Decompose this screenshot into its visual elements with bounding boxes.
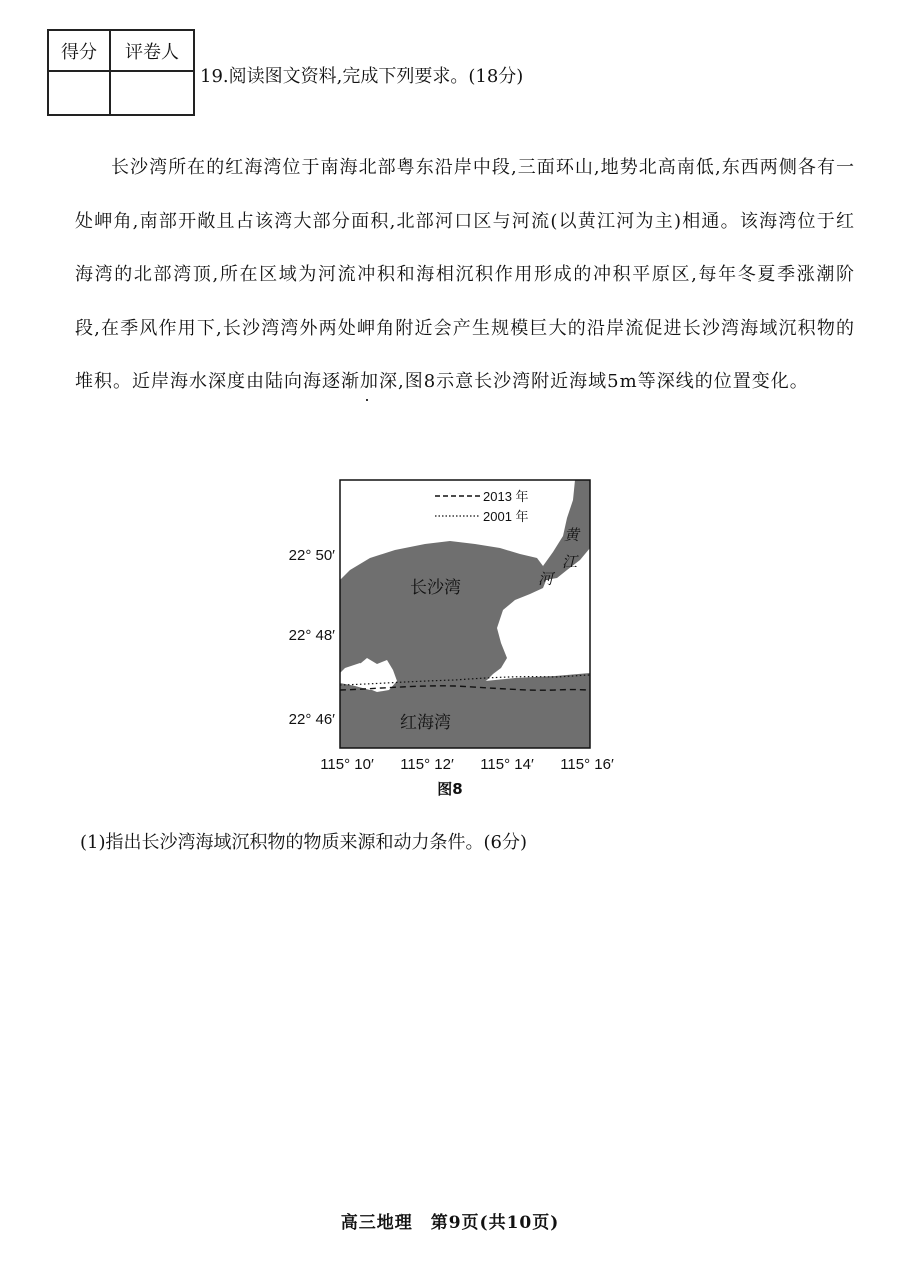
lat-label-50: 22° 50′ [288, 547, 335, 564]
river-label-2: 江 [562, 553, 578, 571]
question-header: 19.阅读图文资料,完成下列要求。(18分) [200, 66, 524, 87]
lat-label-48: 22° 48′ [288, 627, 335, 644]
legend-2001-label: 2001 年 [483, 509, 529, 524]
figure-8 [275, 478, 635, 808]
score-table [47, 29, 195, 116]
score-field[interactable] [48, 71, 110, 115]
river-label-3: 河 [538, 570, 554, 588]
lon-label-10: 115° 10′ [320, 756, 374, 773]
score-label: 得分 [48, 30, 110, 71]
bay-label: 长沙湾 [410, 578, 461, 598]
stray-dot [366, 399, 368, 401]
lon-label-16: 115° 16′ [560, 756, 614, 773]
question-paragraph: 长沙湾所在的红海湾位于南海北部粤东沿岸中段,三面环山,地势北高南低,东西两侧各有一处岬角,南部开敞且占该湾大部分面积,北部河口区与河流(以黄江河为主)相通。该海湾位于红海湾的北部湾顶,所在区域为河流冲积和海相沉积作用形成的冲积平原区,每年冬夏季涨潮阶段,在季风作用下,长沙湾湾外两处岬角附近会产生规模巨大的沿岸流促进长沙湾海域沉积物的堆积。近岸海水深度由陆向海逐渐加深,图8示意长沙湾附近海域5m等深线的位置变化。 [75, 157, 855, 392]
sea-label: 红海湾 [400, 713, 451, 733]
river-label-1: 黄 [564, 526, 580, 544]
lon-label-12: 115° 12′ [400, 756, 454, 773]
lon-label-14: 115° 14′ [480, 756, 534, 773]
map-svg [275, 478, 635, 808]
lat-label-46: 22° 46′ [288, 711, 335, 728]
figure-caption: 图8 [437, 780, 463, 798]
grader-field[interactable] [110, 71, 194, 115]
sub-question-1: (1)指出长沙湾海域沉积物的物质来源和动力条件。(6分) [80, 832, 527, 853]
grader-label: 评卷人 [110, 30, 194, 71]
page-footer: 高三地理 第9页(共10页) [340, 1213, 560, 1233]
legend-2013-label: 2013 年 [483, 489, 529, 504]
